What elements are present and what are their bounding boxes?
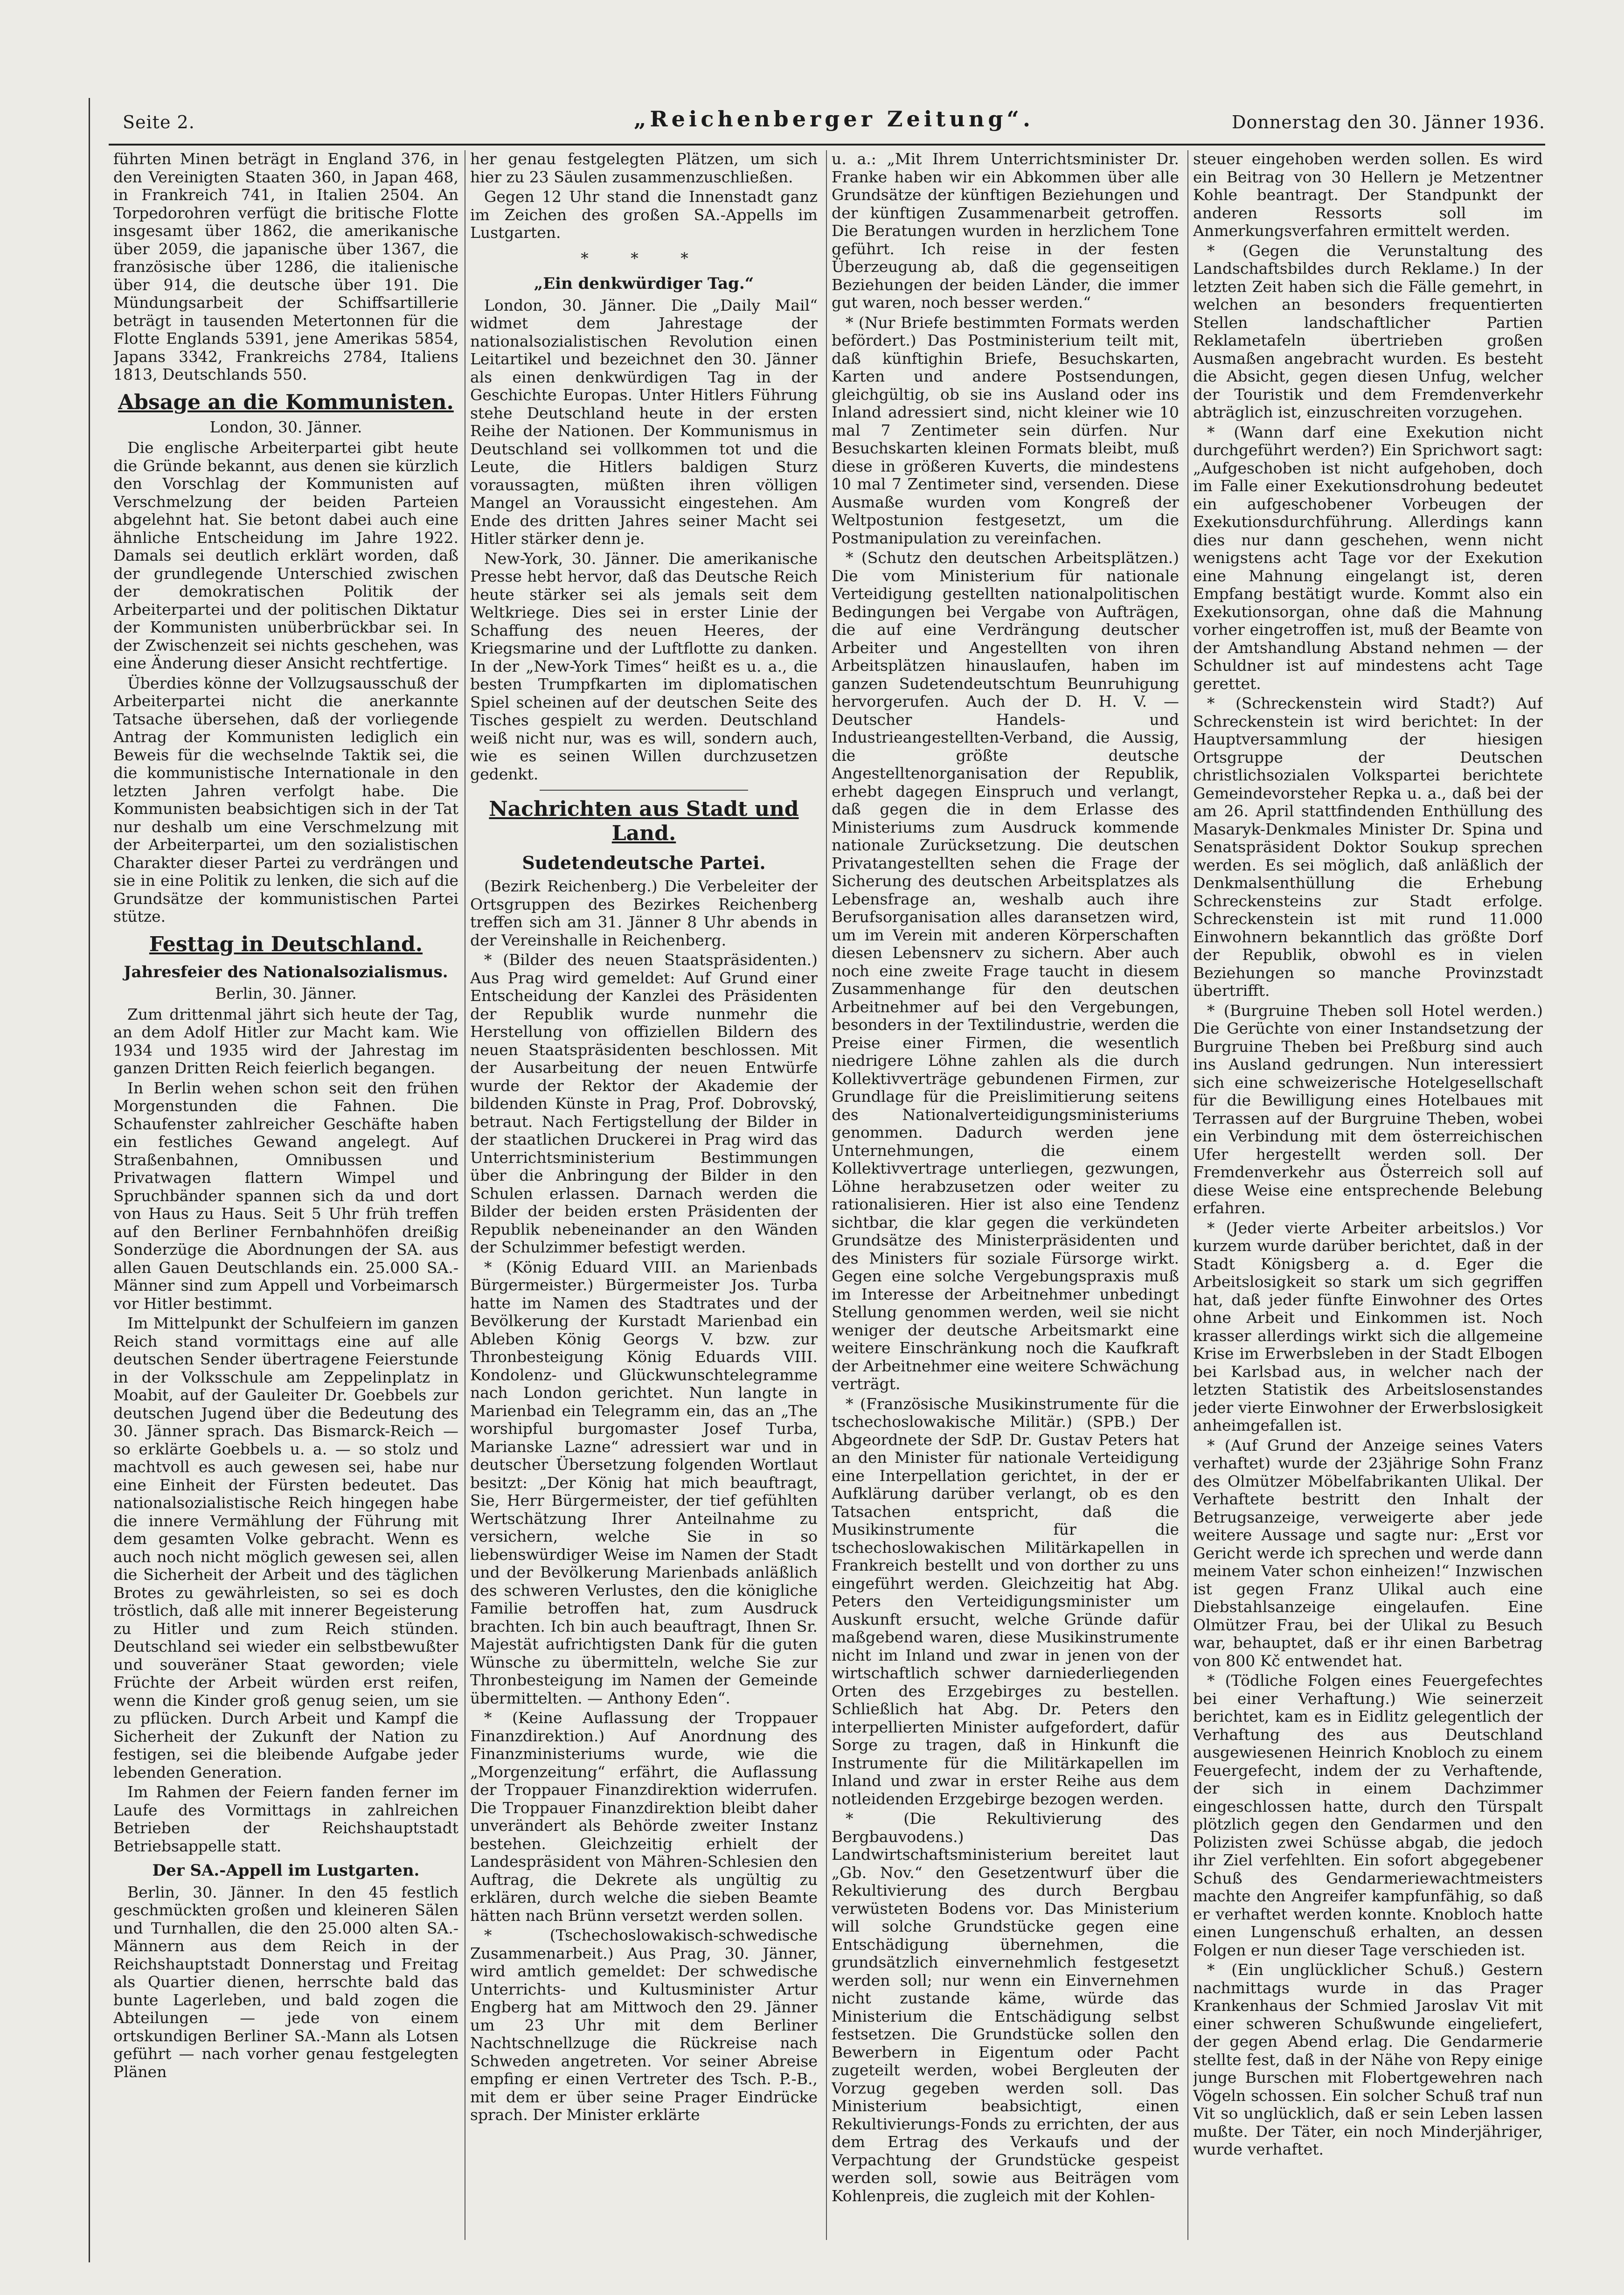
column-divider <box>826 150 827 2240</box>
article-paragraph: her genau festgelegten Plätzen, um sich hier zu 23 Säulen zusammenzuschließen. <box>470 150 818 186</box>
news-item: * (Schreckenstein wird Stadt?) Auf Schreckenstein ist wird berichtet: In der Hauptversammlung der hiesigen Ortsgruppe der Deutschen christlichsozialen Volkspartei berichtete Gemeindevorsteher Repka u. a., daß bei der am 26. April stattfindenden Enthüllung des Masaryk-Denkmales Minister Dr. Spina und Senatspräsident Doktor Soukup sprechen werden. Es sei möglich, daß anläßlich der Denkmalsenthüllung die Erhebung Schreckensteins zur Stadt erfolge. Schreckenstein ist mit rund 11.000 Einwohnern bekanntlich das größte Dorf der Republik, obwohl es in vielen Beziehungen so manche Provinzstadt übertrifft. <box>1193 694 1543 1000</box>
news-item: * (König Eduard VIII. an Marienbads Bürgermeister.) Bürgermeister Jos. Turba hatte im Namen des Stadtrates und der Bevölkerung der Kurstadt Marienbad ein Ableben König Georgs V. bzw. zur Thronbesteigung König Eduards VIII. Kondolenz- und Glückwunschtelegramme nach London gerichtet. Nun langte in Marienbad ein Telegramm ein, das an „The worshipful burgomaster Josef Turba, Marianske Lazne“ adressiert war und in deutscher Übersetzung folgenden Wortlaut besitzt: „Der König hat mich beauftragt, Sie, Herr Bürgermeister, der tief gefühlten Wertschätzung Ihrer Anteilnahme zu versichern, welche Sie in so liebenswürdiger Weise im Namen der Stadt und der Bevölkerung Marienbads anläßlich des schweren Verlustes, den die königliche Familie betroffen hat, zum Ausdruck brachten. Ich bin auch beauftragt, Ihnen Sr. Majestät aufrichtigsten Dank für die guten Wünsche zu übermitteln, welche Sie zur Thronbesteigung im Namen der Gemeinde übermittelten. — Anthony Eden“. <box>470 1258 818 1707</box>
article-paragraph: London, 30. Jänner. Die „Daily Mail“ widmet dem Jahrestage der nationalsozialistischen Revolution einen Leitartikel und bezeichnet den 30. Jänner als einen denkwürdigen Tag in der Geschichte Europas. Unter Hitlers Führung stehe Deutschland heute in der ersten Reihe der Nationen. Der Kommunismus in Deutschland sei vollkommen tot und die Leute, die Hitlers baldigen Sturz voraussagten, müßten ihren völligen Mangel an Voraussicht eingestehen. Am Ende des dritten Jahres seiner Macht sei Hitler stärker denn je. <box>470 296 818 548</box>
article-headline: Absage an die Kommunisten. <box>118 390 454 414</box>
article-headline: „Ein denkwürdiger Tag.“ <box>534 274 754 293</box>
article-paragraph: Im Mittelpunkt der Schulfeiern im ganzen Reich stand vormittags eine auf alle deutschen Sender übertragene Feierstunde in der Volksschule am Zeppelinplatz in Moabit, auf der Gauleiter Dr. Goebbels zur deutschen Jugend über die Bedeutung des 30. Jänner sprach. Das Bismarck-Reich — so erklärte Goebbels u. a. — so stolz und machtvoll es auch gewesen sei, habe nur eine Einheit der Fürsten bedeutet. Das nationalsozialistische Reich hingegen habe die innere Vermählung der Führung mit dem gesamten Volke gebracht. Wenn es auch noch nicht möglich gewesen sei, allen die Sicherheit der Arbeit und des täglichen Brotes zu gewährleisten, so sei es doch tröstlich, daß alle mit innerer Begeisterung zu Hitler und zum Reich stünden. Deutschland sei wieder ein selbstbewußter und souveräner Staat geworden; viele Früchte der Arbeit würden erst reifen, wenn die Kinder groß genug seien, um sie zu pflücken. Durch Arbeit und Kampf die Sicherheit der Zukunft der Nation zu festigen, sei die bleibende Aufgabe jeder lebenden Generation. <box>113 1314 458 1781</box>
news-item: * (Keine Auflassung der Troppauer Finanzdirektion.) Auf Anordnung des Finanzministeriums wurde, wie die „Morgenzeitung“ erfährt, die Auflassung der Troppauer Finanzdirektion widerrufen. Die Troppauer Finanzdirektion bleibt daher unverändert als Behörde zweiter Instanz bestehen. Gleichzeitig erhielt der Landespräsident von Mähren-Schlesien den Auftrag, die Dekrete als ungültig zu erklären, durch welche die sieben Beamte hätten nach Brünn versetzt werden sollen. <box>470 1709 818 1925</box>
article-paragraph: Überdies könne der Vollzugsausschuß der Arbeiterpartei nicht die anerkannte Tatsache übersehen, daß der vorliegende Antrag der Kommunisten lediglich ein Beweis für die wechselnde Taktik sei, die die kommunistische Internationale in den letzten Jahren verfolgt habe. Die Kommunisten beabsichtigen sich in der Tat nur deshalb um eine Verschmelzung mit der Arbeiterpartei, um den sozialistischen Charakter dieser Partei zu verdrängen und sie in eine Politik zu lenken, die sich auf die Grundsätze der kommunistischen Partei stütze. <box>113 674 458 925</box>
section-headline: Nachrichten aus Stadt und Land. <box>489 797 799 845</box>
column-2 <box>470 150 818 2240</box>
column-1 <box>113 150 458 2240</box>
section-subheadline: Sudetendeutsche Partei. <box>522 852 766 873</box>
article-paragraph: Gegen 12 Uhr stand die Innenstadt ganz im Zeichen des großen SA.-Appells im Lustgarten. <box>470 188 818 242</box>
column-divider <box>1187 150 1188 2240</box>
article-paragraph: Die englische Arbeiterpartei gibt heute die Gründe bekannt, aus denen sie kürzlich den Vorschlag der Kommunisten auf Verschmelzung der beiden Parteien abgelehnt hat. Sie betont dabei auch eine ähnliche Entscheidung im Jahre 1922. Damals sei deutlich erklärt worden, daß der grundlegende Unterschied zwischen der demokratischen Politik der Arbeiterpartei und der politischen Diktatur der Kommunisten unüberbrückbar sei. In der Zwischenzeit sei nichts geschehen, was eine Änderung dieser Ansicht rechtfertige. <box>113 438 458 672</box>
article-paragraph: In Berlin wehen schon seit den frühen Morgenstunden die Fahnen. Die Schaufenster zahlreicher Geschäfte haben ein festliches Gewand angelegt. Auf Straßenbahnen, Omnibussen und Privatwagen flattern Wimpel und Spruchbänder spannen sich da und dort von Haus zu Haus. Seit 5 Uhr früh treffen auf den Berliner Fernbahnhöfen dreißig Sonderzüge die Abordnungen der SA. aus allen Gauen Deutschlands ein. 25.000 SA.-Männer sind zum Appell und Vorbeimarsch vor Hitler bestimmt. <box>113 1078 458 1313</box>
news-item: * (Bilder des neuen Staatspräsidenten.) Aus Prag wird gemeldet: Auf Grund einer Entscheidung der Kanzlei des Präsidenten der Republik wurde nunmehr die Herstellung von offiziellen Bildern des neuen Staatspräsidenten beschlossen. Mit der Ausarbeitung der neuen Entwürfe wurde der Rektor der Akademie der bildenden Künste in Prag, Prof. Dobrovský, betraut. Nach Fertigstellung der Bilder in der staatlichen Druckerei in Prag wird das Unterrichtsministerium Bestimmungen über die Anbringung der Bilder in den Schulen erlassen. Darnach werden die Bilder der beiden ersten Präsidenten der Republik nebeneinander an den Wänden der Schulzimmer befestigt werden. <box>470 951 818 1256</box>
news-item: * (Gegen die Verunstaltung des Landschaftsbildes durch Reklame.) In der letzten Zeit haben sich die Fälle gemehrt, in welchen an besonders frequentierten Stellen landschaftlicher Partien Reklametafeln übertrieben großen Ausmaßen angebracht wurden. Es besteht die Absicht, gegen diesen Unfug, welcher der Touristik und dem Fremdenverkehr abträglich ist, einzuschreiten vorzugehen. <box>1193 241 1543 421</box>
news-item: * (Nur Briefe bestimmten Formats werden befördert.) Das Postministerium teilt mit, daß künftighin Briefe, Besuchskarten, Karten und andere Postsendungen, gleichgültig, ob sie ins Ausland oder ins Inland adressiert sind, nicht kleiner wie 10 mal 7 Zentimeter sein dürfen. Nur Besuchskarten kleinen Formats bleibt, muß diese in größeren Kuverts, die mindestens 10 mal 7 Zentimeter sind, versenden. Diese Ausmaße wurden vom Kongreß der Weltpostunion festgesetzt, um die Postmanipulation zu vereinfachen. <box>832 313 1179 547</box>
section-separator: * * * <box>581 249 707 267</box>
article-paragraph: führten Minen beträgt in England 376, in den Vereinigten Staaten 360, in Japan 468, in Frankreich 741, in Italien 2504. An Torpedorohren verfügt die britische Flotte insgesamt über 1862, die amerikanische über 2059, die japanische über 1367, die französische über 1286, die italienische über 914, die deutsche über 191. Die Mündungsarbeit der Schiffsartillerie beträgt in tausenden Metertonnen für die Flotte Englands 5391, jene Amerikas 5854, Japans 3342, Frankreichs 2784, Italiens 1813, Deutschlands 550. <box>113 150 458 383</box>
article-headline: Festtag in Deutschland. <box>149 932 423 956</box>
newspaper-title: „Reichenberger Zeitung“. <box>633 106 1034 132</box>
news-item: u. a.: „Mit Ihrem Unterrichtsminister Dr. Franke haben wir ein Abkommen über alle Grundsätze der künftigen Beziehungen und der künftigen Zusammenarbeit getroffen. Die Beratungen wurden in herzlichem Tone geführt. Ich reise in der festen Überzeugung ab, daß die gegenseitigen Beziehungen der beiden Länder, die immer gut waren, noch besser werden.“ <box>832 150 1179 312</box>
article-headline: Der SA.-Appell im Lustgarten. <box>152 1861 420 1880</box>
news-item: (Bezirk Reichenberg.) Die Verbeleiter der Ortsgruppen des Bezirkes Reichenberg treffen sich am 31. Jänner 8 Uhr abends in der Vereinshalle in Reichenberg. <box>470 877 818 949</box>
page-header <box>123 103 1545 140</box>
news-item: * (Wann darf eine Exekution nicht durchgeführt werden?) Ein Sprichwort sagt: „Aufgeschoben ist nicht aufgehoben, doch im Falle einer Exekutionsdrohung bedeutet ein aufgeschobener Vorbeugen der Exekutionsdurchführung. Allerdings kann dies nur dann geschehen, wenn nicht wenigstens acht Tage vor der Exekution eine Mahnung eingelangt ist, deren Empfang bestätigt wurde. Kommt also ein Exekutionsorgan, ohne daß die Mahnung vorher eingetroffen ist, muß der Beamte von der Amtshandlung Abstand nehmen — der Schuldner ist auf mindestens acht Tage gerettet. <box>1193 423 1543 693</box>
article-paragraph: Zum drittenmal jährt sich heute der Tag, an dem Adolf Hitler zur Macht kam. Wie 1934 und 1935 wird der Jahrestag im ganzen Dritten Reich feierlich begangen. <box>113 1005 458 1077</box>
news-item: * (Auf Grund der Anzeige seines Vaters verhaftet) wurde der 23jährige Sohn Franz des Olmützer Möbelfabrikanten Ulikal. Der Verhaftete bestritt den Inhalt der Betrugsanzeige, verweigerte aber jede weitere Aussage und sagte nur: „Erst vor Gericht werde ich sprechen und werde dann meinem Vater schon einheizen!“ Inzwischen ist gegen Franz Ulikal auch eine Diebstahlsanzeige eingelaufen. Eine Olmützer Frau, bei der Ulikal zu Besuch war, behauptet, daß er ihr einen Barbetrag von 800 Kč entwendet hat. <box>1193 1436 1543 1670</box>
news-item: * (Französische Musikinstrumente für die tschechoslowakische Militär.) (SPB.) Der Abgeordnete der SdP. Dr. Gustav Peters hat an den Minister für nationale Verteidigung eine Interpellation gerichtet, in der er Aufklärung darüber verlangt, ob es den Tatsachen entspricht, daß die Musikinstrumente für die tschechoslowakischen Militärkapellen in Frankreich bestellt und von dorther zu uns eingeführt werden. Gleichzeitig hat Abg. Peters den Verteidigungsminister um Auskunft ersucht, welche Gründe dafür maßgebend waren, diese Musikinstrumente nicht im Inland und zwar in jenen von der wirtschaftlich schwer darniederliegenden Orten des Erzgebirges zu bestellen. Schließlich hat Abg. Dr. Peters den interpellierten Minister aufgefordert, dafür Sorge zu tragen, daß in Hinkunft die Instrumente für die Militärkapellen im Inland und zwar in erster Reihe aus dem notleidenden Erzgebirge bezogen werden. <box>832 1394 1179 1808</box>
news-item: steuer eingehoben werden sollen. Es wird ein Beitrag von 30 Hellern je Metzentner Kohle beantragt. Der Standpunkt der anderen Ressorts soll im Anmerkungsverfahren ermittelt werden. <box>1193 150 1543 240</box>
header-rule <box>109 144 1545 146</box>
article-paragraph: Im Rahmen der Feiern fanden ferner im Laufe des Vormittags in zahlreichen Betrieben der Reichshauptstadt Betriebsappelle statt. <box>113 1783 458 1855</box>
news-item: * (Tschechoslowakisch-schwedische Zusammenarbeit.) Aus Prag, 30. Jänner, wird amtlich gemeldet: Der schwedische Unterrichts- und Kultusminister Artur Engberg hat am Mittwoch den 29. Jänner um 23 Uhr mit dem Berliner Nachtschnellzuge die Rückreise nach Schweden angetreten. Vor seiner Abreise empfing er einen Vertreter des Tsch. P.-B., mit dem er über seine Prager Eindrücke sprach. Der Minister erklärte <box>470 1926 818 2124</box>
article-paragraph: New-York, 30. Jänner. Die amerikanische Presse hebt hervor, daß das Deutsche Reich heute stärker sei als jemals seit dem Weltkriege. Dies sei in erster Linie der Schaffung des neuen Heeres, der Kriegsmarine und der Luftflotte zu danken. In der „New-York Times“ heißt es u. a., die besten Trumpfkarten im diplomatischen Spiel scheinen auf der deutschen Seite des Tisches gespielt zu werden. Deutschland weiß nicht nur, was es will, sondern auch, wie es seinen Willen durchzusetzen gedenkt. <box>470 549 818 783</box>
issue-date: Donnerstag den 30. Jänner 1936. <box>1231 112 1545 132</box>
article-subheadline: Jahresfeier des Nationalsozialismus. <box>124 962 448 981</box>
column-4 <box>1193 150 1543 2240</box>
dateline: Berlin, 30. Jänner. <box>215 984 357 1002</box>
news-item: * (Die Rekultivierung des Bergbauvodens.) Das Landwirtschaftsministerium bereitet laut „Gb. Nov.“ den Gesetzentwurf über die Rekultivierung des durch Bergbau verwüsteten Bodens vor. Das Ministerium will solche Grundstücke gegen eine Entschädigung übernehmen, die grundsätzlich einvernehmlich festgesetzt werden soll; nur wenn ein Einvernehmen nicht zustande käme, würde das Ministerium die Entschädigung selbst festsetzen. Die Grundstücke sollen den Bewerbern in Eigentum oder Pacht zugeteilt werden, wobei Bergleuten der Vorzug gegeben werden soll. Das Ministerium beabsichtigt, einen Rekultivierungs-Fonds zu errichten, der aus dem Ertrag des Verkaufs und der Verpachtung der Grundstücke gespeist werden soll, sowie aus Beiträgen vom Kohlenpreis, die zugleich mit der Kohlen- <box>832 1809 1179 2205</box>
news-item: * (Burgruine Theben soll Hotel werden.) Die Gerüchte von einer Instandsetzung der Burgruine Theben bei Preßburg sind auch ins Ausland gedrungen. Nun interessiert sich eine schweizerische Hotelgesellschaft für die Bewilligung eines Hotelbaues mit Terrassen auf der Burgruine Theben, wobei ein Verbindung mit dem österreichischen Ufer hergestellt werden soll. Der Fremdenverkehr aus Österreich soll auf diese Weise eine entsprechende Belebung erfahren. <box>1193 1001 1543 1217</box>
dateline: London, 30. Jänner. <box>209 417 362 436</box>
news-item: * (Jeder vierte Arbeiter arbeitslos.) Vor kurzem wurde darüber berichtet, daß in der Stadt Königsberg a. d. Eger die Arbeitslosigkeit so stark um sich gegriffen hat, daß jeder fünfte Einwohner des Ortes ohne Arbeit und Einkommen ist. Noch krasser allerdings wirkt sich die allgemeine Krise im Erwerbsleben in der Stadt Elbogen bei Karlsbad aus, in welcher nach der letzten Statistik des Arbeitslosenstandes jeder vierte Einwohner der Erwerbslosigkeit anheimgefallen ist. <box>1193 1218 1543 1434</box>
page-number: Seite 2. <box>123 112 195 132</box>
column-3 <box>832 150 1179 2240</box>
article-paragraph: Berlin, 30. Jänner. In den 45 festlich geschmückten großen und kleineren Sälen und Turnhallen, die den 25.000 alten SA.-Männern aus dem Reich in der Reichshauptstadt Donnerstag und Freitag als Quartier dienen, herrschte bald das bunte Lagerleben, und bald zogen die Abteilungen — jede von einem ortskundigen Berliner SA.-Mann als Lotsen geführt — nach vorher genau festgelegten Plänen <box>113 1883 458 2081</box>
section-rule <box>540 790 748 791</box>
newspaper-page <box>89 98 1545 2262</box>
news-item: * (Tödliche Folgen eines Feuergefechtes bei einer Verhaftung.) Wie seinerzeit berichtet, kam es in Eidlitz gelegentlich der Verhaftung des aus Deutschland ausgewiesenen Heinrich Knobloch zu einem Feuergefecht, indem der zu Verhaftende, der sich in einem Dachzimmer eingeschlossen hatte, durch den Türspalt plötzlich gegen den Gendarmen und den Polizisten zwei Schüsse abgab, die jedoch ihr Ziel verfehlten. Ein sofort abgegebener Schuß des Gendarmeriewachtmeisters machte den Angreifer kampfunfähig, so daß er verhaftet werden konnte. Knobloch hatte einen Lungenschuß erhalten, an dessen Folgen er nun dieser Tage verschieden ist. <box>1193 1671 1543 1959</box>
news-item: * (Schutz den deutschen Arbeitsplätzen.) Die vom Ministerium für nationale Verteidigung gestellten nationalpolitischen Bedingungen bei Vergabe von Aufträgen, die auf eine Verdrängung deutscher Arbeiter und Angestellten von ihren Arbeitsplätzen hinauslaufen, haben im ganzen Sudetendeutschtum Beunruhigung hervorgerufen. Auch der D. H. V. — Deutscher Handels- und Industrieangestellten-Verband, die Aussig, die größte deutsche Angestelltenorganisation der Republik, erhebt dagegen Einspruch und verlangt, daß gegen die in dem Erlasse des Ministeriums zum Ausdruck kommende nationale Zurücksetzung. Die deutschen Privatangestellten sehen die Frage der Sicherung des deutschen Arbeitsplatzes als Lebensfrage an, weshalb auch ihre Berufsorganisation alles daransetzen wird, um im Verein mit anderen Körperschaften diesen Lebensnerv zu sichern. Aber auch noch eine zweite Frage taucht in diesem Zusammenhange für den deutschen Arbeitnehmer auf bei den Vergebungen, besonders in der Textilindustrie, werden die Preise einer Firmen, die wesentlich niedrigere Löhne zahlen als die durch Kollektivverträge gebundenen Firmen, zur Grundlage für die Preislimitierung seitens des Nationalverteidigungsministeriums genommen. Dadurch werden jene Unternehmungen, die einem Kollektivvertrage unterliegen, gezwungen, Löhne herabzusetzen oder weiter zu rationalisieren. Hier ist also eine Tendenz sichtbar, die klar gegen die verkündeten Grundsätze des Ministerpräsidenten und des Ministers für soziale Fürsorge wirkt. Gegen eine solche Vergebungspraxis muß im Interesse der Arbeitnehmer unbedingt Stellung genommen werden, weil sie nicht weniger der deutsche Arbeitsmarkt eine weitere Einschränkung noch die Kaufkraft der Arbeitnehmer eine weitere Schwächung verträgt. <box>832 549 1179 1393</box>
news-item: * (Ein unglücklicher Schuß.) Gestern nachmittags wurde in das Prager Krankenhaus der Schmied Jaroslav Vit mit einer schweren Schußwunde eingeliefert, der gegen Abend erlag. Die Gendarmerie stellte fest, daß in der Nähe von Repy einige junge Burschen mit Flobertgewehren nach Vögeln schossen. Ein solcher Schuß traf nun Vit so unglücklich, daß er sein Leben lassen mußte. Der Täter, ein noch Minderjähriger, wurde verhaftet. <box>1193 1961 1543 2158</box>
